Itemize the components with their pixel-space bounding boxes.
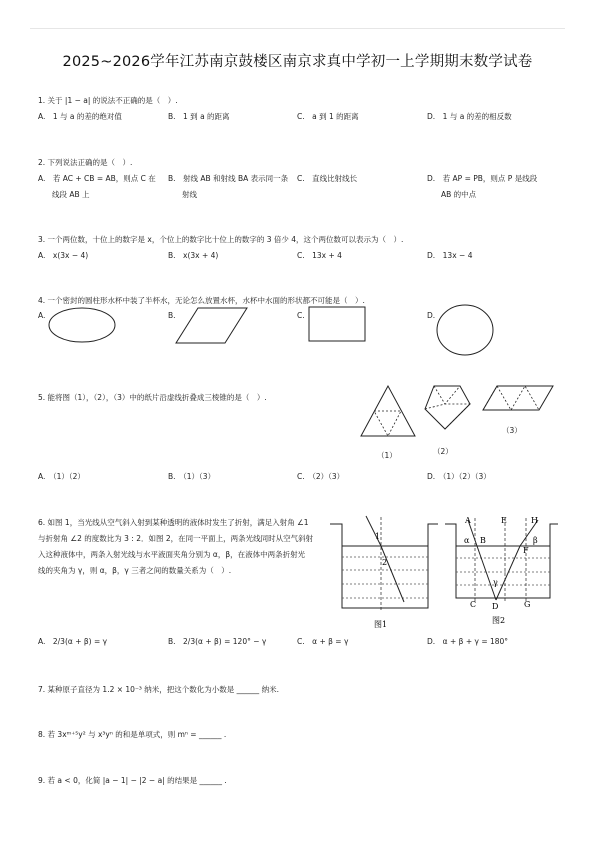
- page-title: 2025~2026学年江苏南京鼓楼区南京求真中学初一上学期期末数学试卷: [62, 54, 533, 70]
- point-a-label: A: [465, 516, 471, 525]
- fold-figure-3: [483, 386, 563, 416]
- fold-figure-1-caption: （1）: [377, 451, 397, 460]
- point-h-label: H: [531, 516, 538, 525]
- fold-figure-2: [420, 384, 480, 434]
- question-8-stem: 8. 若 3xᵐ⁺⁵y² 与 x³yⁿ 的和是单项式，则 mⁿ = ______ .: [38, 730, 227, 739]
- question-4-option-b[interactable]: B.: [168, 311, 176, 320]
- question-1-option-d[interactable]: D. 1 与 a 的差的相反数: [427, 112, 512, 121]
- question-3-stem: 3. 一个两位数，十位上的数字是 x，个位上的数字比十位上的数字的 3 倍少 4，这个两位数可以表示为（ ）.: [38, 235, 404, 244]
- header-divider: [30, 28, 565, 29]
- question-6-line-3: 入这种液体中，两条入射光线与水平液面夹角分别为 α，β，在液体中两条折射光: [38, 550, 306, 559]
- angle-1-label: 1: [375, 532, 381, 541]
- rectangle-shape-figure: [306, 305, 376, 355]
- question-2-option-c[interactable]: C. 直线比射线长: [297, 174, 358, 183]
- question-1-option-a[interactable]: A. 1 与 a 的差的绝对值: [38, 112, 122, 121]
- question-9-stem: 9. 若 a < 0，化简 |a − 1| − |2 − a| 的结果是 ______ .: [38, 776, 227, 785]
- question-7-stem: 7. 某种原子直径为 1.2 × 10⁻³ 纳米，把这个数化为小数是 ______ 纳米.: [38, 685, 279, 694]
- question-6-option-b[interactable]: B. 2/3(α + β) = 120° − γ: [168, 637, 267, 646]
- question-2-stem: 2. 下列说法正确的是（ ）.: [38, 158, 133, 167]
- option-d-line-1: D. 若 AP = PB，则点 P 是线段: [427, 174, 538, 183]
- fold-figure-3-caption: （3）: [502, 426, 522, 435]
- question-6-line-2: 与折射角 ∠2 的度数比为 3 : 2．如图 2，在同一平面上，两条光线同时从空气斜射: [38, 534, 314, 543]
- question-6-line-4: 线的夹角为 γ，则 α，β，γ 三者之间的数量关系为（ ）.: [38, 566, 232, 575]
- angle-alpha-label: α: [464, 536, 470, 545]
- option-b-line-2: 射线: [182, 190, 197, 199]
- fold-figure-2-caption: （2）: [433, 447, 453, 456]
- parallelogram-shape-figure: [176, 305, 256, 355]
- refraction-figure-1: [330, 512, 430, 630]
- point-b-label: B: [480, 536, 486, 545]
- question-1-option-b[interactable]: B. 1 到 a 的距离: [168, 112, 230, 121]
- option-b-line-1: B. 射线 AB 和射线 BA 表示同一条: [168, 174, 289, 183]
- question-2-option-a[interactable]: [38, 173, 156, 200]
- question-3-option-b[interactable]: B. x(3x + 4): [168, 251, 219, 260]
- angle-gamma-label: γ: [493, 578, 498, 587]
- question-4-option-a[interactable]: A.: [38, 311, 46, 320]
- question-5-option-b[interactable]: B. （1）（3）: [168, 472, 216, 481]
- circle-shape-figure: [432, 303, 502, 363]
- question-3-option-a[interactable]: A. x(3x − 4): [38, 251, 89, 260]
- point-c-label: C: [470, 600, 477, 609]
- option-a-line-2: 线段 AB 上: [52, 190, 90, 199]
- ellipse-shape-figure: [48, 305, 128, 355]
- question-5-option-c[interactable]: C. （2）（3）: [297, 472, 345, 481]
- question-1-stem: 1. 关于 |1 − a| 的说法不正确的是（ ）.: [38, 96, 178, 105]
- question-4-option-d[interactable]: D.: [427, 311, 436, 320]
- question-5-option-d[interactable]: D. （1）（2）（3）: [427, 472, 491, 481]
- angle-2-label: 2: [382, 558, 388, 567]
- question-3-option-c[interactable]: C. 13x + 4: [297, 251, 342, 260]
- question-6-option-c[interactable]: C. α + β = γ: [297, 637, 349, 646]
- point-g-label: G: [524, 600, 531, 609]
- question-2-option-d[interactable]: [427, 173, 537, 200]
- question-3-option-d[interactable]: D. 13x − 4: [427, 251, 473, 260]
- question-5-stem: 5. 能将图（1），（2），（3）中的纸片沿虚线折叠成三棱锥的是（ ）.: [38, 393, 267, 402]
- fold-figure-1: [358, 384, 428, 440]
- point-f-label: F: [523, 546, 529, 555]
- question-2-option-b[interactable]: [168, 173, 288, 200]
- question-1-option-c[interactable]: C. a 到 1 的距离: [297, 112, 359, 121]
- figure-2-caption: 图2: [492, 616, 506, 625]
- figure-1-caption: 图1: [374, 620, 388, 629]
- refraction-figure-2: [450, 512, 560, 630]
- question-5-option-a[interactable]: A. （1）（2）: [38, 472, 85, 481]
- question-6-line-1: 6. 如图 1，当光线从空气斜入射到某种透明的液体时发生了折射，满足入射角 ∠1: [38, 518, 309, 527]
- option-d-line-2: AB 的中点: [441, 190, 477, 199]
- option-a-line-1: A. 若 AC + CB = AB，则点 C 在: [38, 174, 156, 183]
- question-6-option-a[interactable]: A. 2/3(α + β) = γ: [38, 637, 108, 646]
- question-4-option-c[interactable]: C.: [297, 311, 305, 320]
- question-4-stem: 4. 一个密封的圆柱形水杯中装了半杯水，无论怎么放置水杯，水杯中水面的形状都不可能是（ ）.: [38, 296, 365, 305]
- point-d-label: D: [492, 602, 499, 611]
- angle-beta-label: β: [533, 536, 538, 545]
- question-6-option-d[interactable]: D. α + β + γ = 180°: [427, 637, 509, 646]
- point-e-label: E: [501, 516, 507, 525]
